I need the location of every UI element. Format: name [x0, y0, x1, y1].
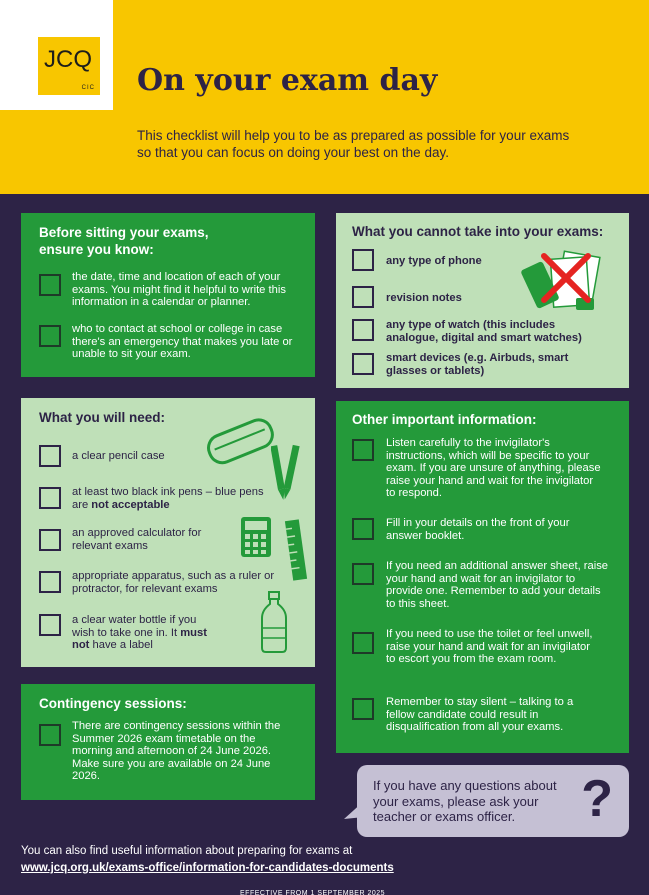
footer-text: You can also find useful information about preparing for exams at [21, 845, 353, 857]
checkbox[interactable] [352, 319, 374, 341]
calculator-icon [239, 515, 273, 559]
other-item: Remember to stay silent – talking to a fellow candidate could result in disqualification from all your exams. [386, 696, 574, 733]
checkbox[interactable] [352, 563, 374, 585]
bubble-tail [344, 801, 364, 823]
checkbox[interactable] [39, 445, 61, 467]
before-panel [21, 213, 315, 377]
page-title: On your exam day [137, 63, 438, 98]
logo-text: JCQ [44, 46, 92, 73]
before-item: the date, time and location of each of your exams. You might find it helpful to write this information in a calendar or planner. [72, 271, 286, 308]
questions-bubble [357, 765, 629, 837]
checkbox[interactable] [352, 518, 374, 540]
before-item: who to contact at school or college in case there's an emergency that makes you late or unable to sit your exam. [72, 323, 293, 360]
other-panel [336, 401, 629, 753]
cannot-item: revision notes [386, 292, 462, 304]
footer-effective-date: EFFECTIVE FROM 1 SEPTEMBER 2025 [240, 890, 386, 895]
checkbox[interactable] [39, 529, 61, 551]
checkbox[interactable] [39, 724, 61, 746]
cannot-title: What you cannot take into your exams: [352, 224, 604, 239]
need-item: a clear pencil case [72, 450, 165, 462]
other-title: Other important information: [352, 412, 537, 427]
checkbox[interactable] [352, 286, 374, 308]
cannot-item: any type of watch (this includes analogue, digital and smart watches) [386, 319, 582, 344]
logo-sub: CIC [81, 85, 95, 91]
water-bottle-icon [259, 590, 289, 654]
before-title: Before sitting your exams, ensure you know: [39, 225, 209, 257]
pencil-case-icon [201, 413, 281, 468]
contingency-panel [21, 684, 315, 800]
header [0, 0, 649, 194]
checkbox[interactable] [39, 571, 61, 593]
checkbox[interactable] [352, 698, 374, 720]
intro-text: This checklist will help you to be as prepared as possible for your exams so that you can focus on doing your best on the day. [137, 128, 570, 160]
cannot-item: any type of phone [386, 255, 482, 267]
checkbox[interactable] [39, 614, 61, 636]
need-item: appropriate apparatus, such as a ruler or protractor, for relevant exams [72, 570, 275, 595]
ruler-icon [281, 518, 311, 582]
checkbox[interactable] [39, 325, 61, 347]
checkbox[interactable] [39, 274, 61, 296]
need-item: a clear water bottle if you wish to take one in. It must not have a label [72, 614, 207, 651]
other-item: Fill in your details on the front of your answer booklet. [386, 517, 570, 542]
checkbox[interactable] [352, 439, 374, 461]
checkbox[interactable] [352, 353, 374, 375]
question-mark-icon: ? [581, 770, 613, 828]
need-panel [21, 398, 315, 667]
need-title: What you will need: [39, 410, 166, 425]
logo-box [0, 0, 113, 110]
need-item: at least two black ink pens – blue pens are not acceptable [72, 486, 264, 511]
pens-icon [271, 442, 301, 502]
bubble-text: If you have any questions about your exams, please ask your teacher or exams officer. [373, 778, 557, 824]
cannot-panel [336, 213, 629, 388]
phone-notes-crossed-icon [516, 248, 611, 318]
checkbox[interactable] [352, 249, 374, 271]
other-item: If you need to use the toilet or feel unwell, raise your hand and wait for an invigilator to escort you from the exam room. [386, 628, 593, 665]
other-item: If you need an additional answer sheet, raise your hand and wait for an invigilator to provide one. Remember to add your details to this sheet. [386, 560, 609, 610]
checkbox[interactable] [352, 632, 374, 654]
need-item: an approved calculator for relevant exams [72, 527, 202, 552]
jcq-logo [38, 37, 100, 95]
other-item: Listen carefully to the invigilator's instructions, which will be specific to your exam. If you are unsure of anything, please raise your hand and wait for the invigilator to respond. [386, 437, 601, 499]
contingency-text: There are contingency sessions within the Summer 2026 exam timetable on the morning and afternoon of 24 June 2026. Make sure you are available on 24 June 2026. [72, 720, 281, 782]
footer-link[interactable]: www.jcq.org.uk/exams-office/information-for-candidates-documents [21, 862, 394, 874]
checkbox[interactable] [39, 487, 61, 509]
cannot-item: smart devices (e.g. Airbuds, smart glasses or tablets) [386, 352, 569, 377]
contingency-title: Contingency sessions: [39, 696, 187, 711]
